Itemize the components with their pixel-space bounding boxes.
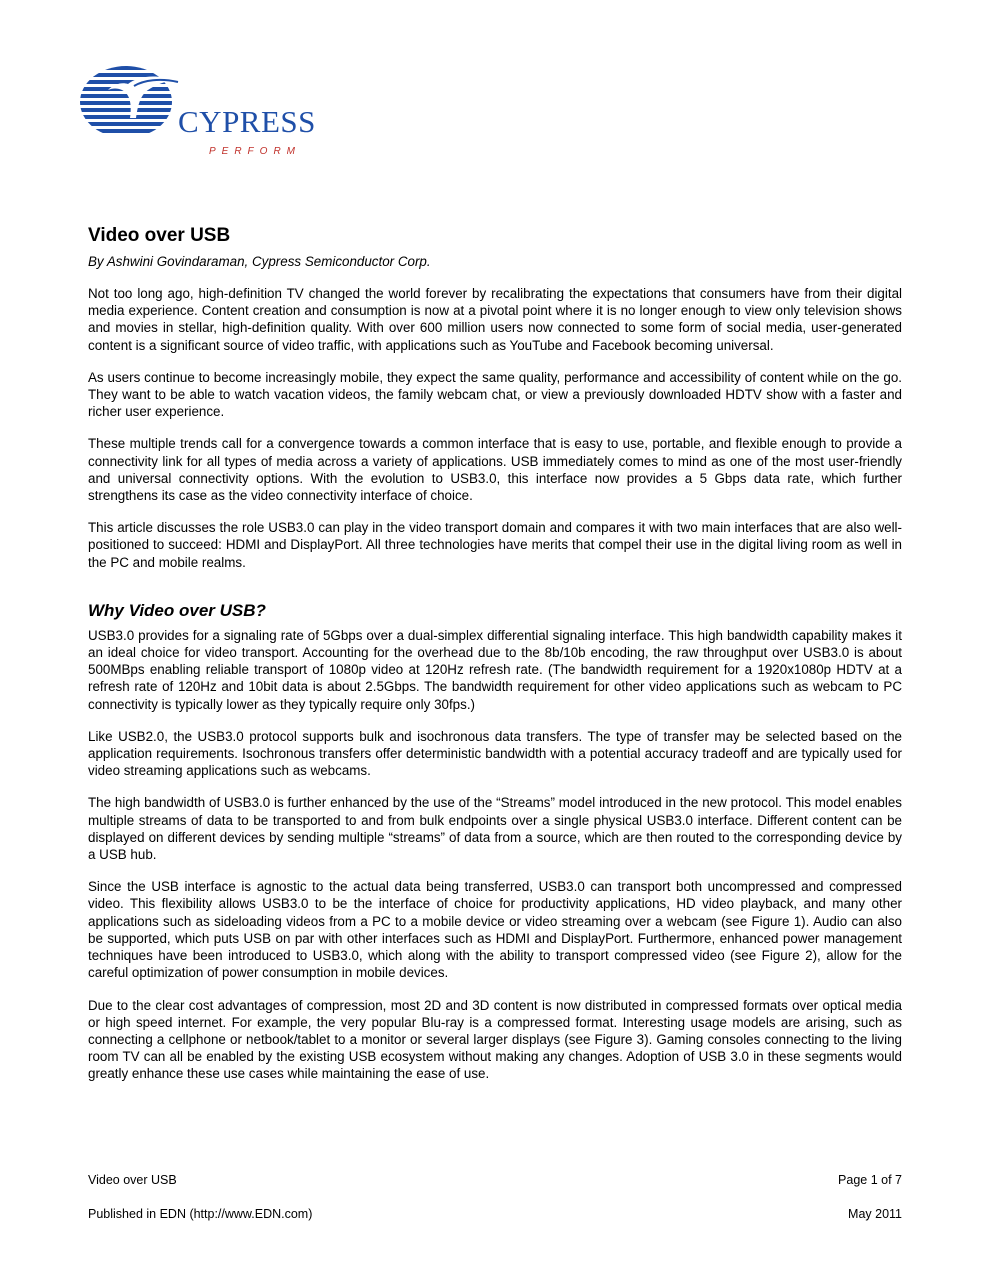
section-paragraph-2: Like USB2.0, the USB3.0 protocol supports bulk and isochronous data transfers. The type of transfer may be selected based on the application requirements. Isochronous transfers offer deterministic bandwidth with a potential accuracy tradeoff and are typically used for video streaming applications such as webcams. bbox=[88, 728, 902, 779]
footer-published: Published in EDN (http://www.EDN.com) bbox=[88, 1207, 313, 1221]
section-paragraph-3: The high bandwidth of USB3.0 is further enhanced by the use of the “Streams” model introduced in the new protocol. This model enables multiple streams of data to be transported to and from bulk endpoints over a single physical USB3.0 interface. Different content can be displayed on different devices by sending multiple “streams” of data from a source, which are then routed to the corresponding device by a USB hub. bbox=[88, 795, 902, 863]
section-paragraph-1: USB3.0 provides for a signaling rate of 5Gbps over a dual-simplex differential signaling interface. This high bandwidth capability makes it an ideal choice for video transport. Accounting for the overhead due to the 8b/10b encoding, the raw throughput over USB3.0 is about 500MBps enabling reliable transport of 1080p video at 120Hz refresh rate. (The bandwidth requirement for a 1920x1080p HDTV at a refresh rate of 120Hz and 10bit data is about 2.5Gbps. The bandwidth requirement for other video applications such as webcam to PC connectivity is typically lower as they typically require only 30fps.) bbox=[88, 627, 902, 712]
logo-tagline: PERFORM bbox=[209, 146, 301, 157]
cypress-emblem-icon bbox=[78, 62, 188, 158]
article-title: Video over USB bbox=[88, 225, 231, 246]
intro-paragraph-4: This article discusses the role USB3.0 can play in the video transport domain and compares it with two main interfaces that are also well-positioned to succeed: HDMI and DisplayPort. All three technologies have merits that compel their use in the digital living room as well in the PC and mobile realms. bbox=[88, 520, 902, 570]
article-body bbox=[88, 224, 902, 1098]
footer-date: May 2011 bbox=[848, 1207, 902, 1221]
article-byline: By Ashwini Govindaraman, Cypress Semiconductor Corp. bbox=[88, 254, 431, 269]
footer-row-2 bbox=[88, 1207, 902, 1221]
intro-paragraph-2: As users continue to become increasingly mobile, they expect the same quality, performance and accessibility of content while on the go. They want to be able to watch vacation videos, the family webcam chat, or view a previously downloaded HDTV show with a faster and richer user experience. bbox=[88, 369, 902, 420]
section-paragraph-4: Since the USB interface is agnostic to the actual data being transferred, USB3.0 can transport both uncompressed and compressed video. This flexibility allows USB3.0 to be the interface of choice for productivity applications, HD video playback, and many other applications such as sideloading videos from a PC to a mobile device or video streaming over a webcam (see Figure 1). Audio can also be supported, which puts USB on par with other interfaces such as HDMI and DisplayPort. Furthermore, enhanced power management techniques have been introduced to USB3.0, which along with the ability to transport compressed video (see Figure 2), allow for the careful optimization of power consumption in mobile devices. bbox=[88, 879, 902, 981]
logo-wordmark: CYPRESS bbox=[178, 104, 316, 139]
intro-paragraph-3: These multiple trends call for a convergence towards a common interface that is easy to use, portable, and flexible enough to provide a connectivity link for all types of media across a variety of applications. USB immediately comes to mind as one of the most user-friendly and universal connectivity options. With the evolution to USB3.0, this interface now provides a 5 Gbps data rate, which further strengthens its case as the video connectivity interface of choice. bbox=[88, 436, 902, 504]
footer-page-number: Page 1 of 7 bbox=[838, 1173, 902, 1187]
company-logo bbox=[78, 62, 314, 162]
section-paragraph-5: Due to the clear cost advantages of compression, most 2D and 3D content is now distributed in compressed formats over optical media or high speed internet. For example, the very popular Blu-ray is a compressed format. Interesting usage models are arising, such as connecting a cellphone or netbook/tablet to a monitor or several larger displays (see Figure 3). Gaming consoles connecting to the living room TV can all be enabled by the existing USB ecosystem without making any changes. Adoption of USB 3.0 in these segments would greatly enhance these use cases while maintaining the ease of use. bbox=[88, 997, 902, 1082]
section-heading: Why Video over USB? bbox=[88, 600, 266, 620]
footer-doc-title: Video over USB bbox=[88, 1173, 177, 1187]
footer-row-1 bbox=[88, 1173, 902, 1187]
intro-paragraph-1: Not too long ago, high-definition TV changed the world forever by recalibrating the expectations that consumers have from their digital media experience. Content creation and consumption is now at a pivotal point where it is no longer enough to view only television shows and movies in stellar, high-definition quality. With over 600 million users now connected to some form of social media, user-generated content is a significant source of video traffic, with applications such as YouTube and Facebook becoming universal. bbox=[88, 286, 902, 353]
